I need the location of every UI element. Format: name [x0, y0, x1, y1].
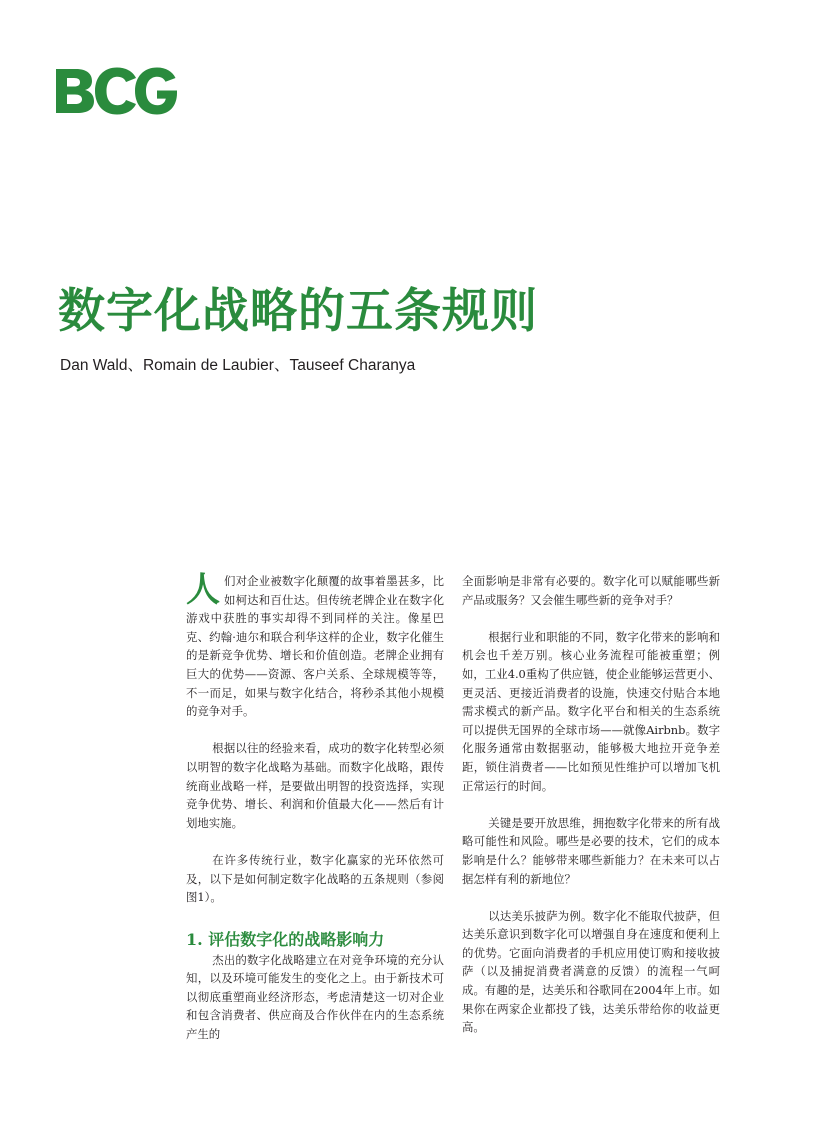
section-heading-1: 1. 评估数字化的战略影响力 — [186, 929, 385, 949]
page-title: 数字化战略的五条规则 — [58, 284, 538, 339]
section-1-paragraph-1: 杰出的数字化战略建立在对竞争环境的充分认知，以及环境可能发生的变化之上。由于新技术可以彻底重塑商业经济形态，考虑清楚这一切对企业和包含消费者、供应商及合作伙伴在内的生态系统产生的 — [186, 952, 444, 1042]
drop-cap: 人 — [186, 570, 220, 610]
section-1-paragraph-3: 关键是要开放思维，拥抱数字化带来的所有战略可能性和风险。哪些是必要的技术，它们的成本影响是什么？能够带来哪些新能力？在未来可以占据怎样有利的新地位？ — [462, 815, 720, 886]
bcg-logo-icon — [54, 66, 178, 116]
right-column — [462, 572, 720, 1055]
intro-paragraph-3: 在许多传统行业，数字化赢家的光环依然可及，以下是如何制定数字化战略的五条规则（参阅图1）。 — [186, 852, 444, 905]
intro-paragraph-1 — [186, 572, 444, 721]
section-1-paragraph-1-continued: 全面影响是非常有必要的。数字化可以赋能哪些新产品或服务？又会催生哪些新的竞争对手？ — [462, 574, 720, 607]
intro-paragraph-2: 根据以往的经验来看，成功的数字化转型必须以明智的数字化战略为基础。而数字化战略，跟传统商业战略一样，是要做出明智的投资选择，实现竞争优势、增长、利润和价值最大化——然后有计划地实施。 — [186, 741, 444, 830]
author-list: Dan Wald、Romain de Laubier、Tauseef Charanya — [60, 357, 416, 374]
section-1-paragraph-2: 根据行业和职能的不同，数字化带来的影响和机会也千差万别。核心业务流程可能被重塑；例如，工业4.0重构了供应链，使企业能够运营更小、更灵活、更接近消费者的设施，快速交付贴合本地需求模式的新产品。数字化平台和相关的生态系统可以提供无国界的全球市场——就像Airbnb。数字化服务通常由数据驱动，能够极大地拉开竞争差距，锁住消费者——比如预见性维护可以增加飞机正常运行的时间。 — [462, 629, 720, 793]
bcg-logo — [54, 66, 178, 116]
section-1-paragraph-4: 以达美乐披萨为例。数字化不能取代披萨，但达美乐意识到数字化可以增强自身在速度和便利上的优势。它面向消费者的手机应用使订购和接收披萨（以及捕捉消费者满意的反馈）的流程一气呵成。有趣的是，达美乐和谷歌同在2004年上市。如果你在两家企业都投了钱，达美乐带给你的收益更高。 — [462, 908, 720, 1035]
intro-paragraph-1-text: 们对企业被数字化颠覆的故事着墨甚多，比如柯达和百仕达。但传统老牌企业在数字化游戏中获胜的事实却得不到同样的关注。像星巴克、约翰·迪尔和联合利华这样的企业，数字化催生的是新竞争优势、增长和价值创造。老牌企业拥有巨大的优势——资源、客户关系、全球规模等等，不一而足，如果与数字化结合，将秒杀其他小规模的竞争对手。 — [186, 574, 444, 719]
left-column — [186, 572, 444, 1062]
